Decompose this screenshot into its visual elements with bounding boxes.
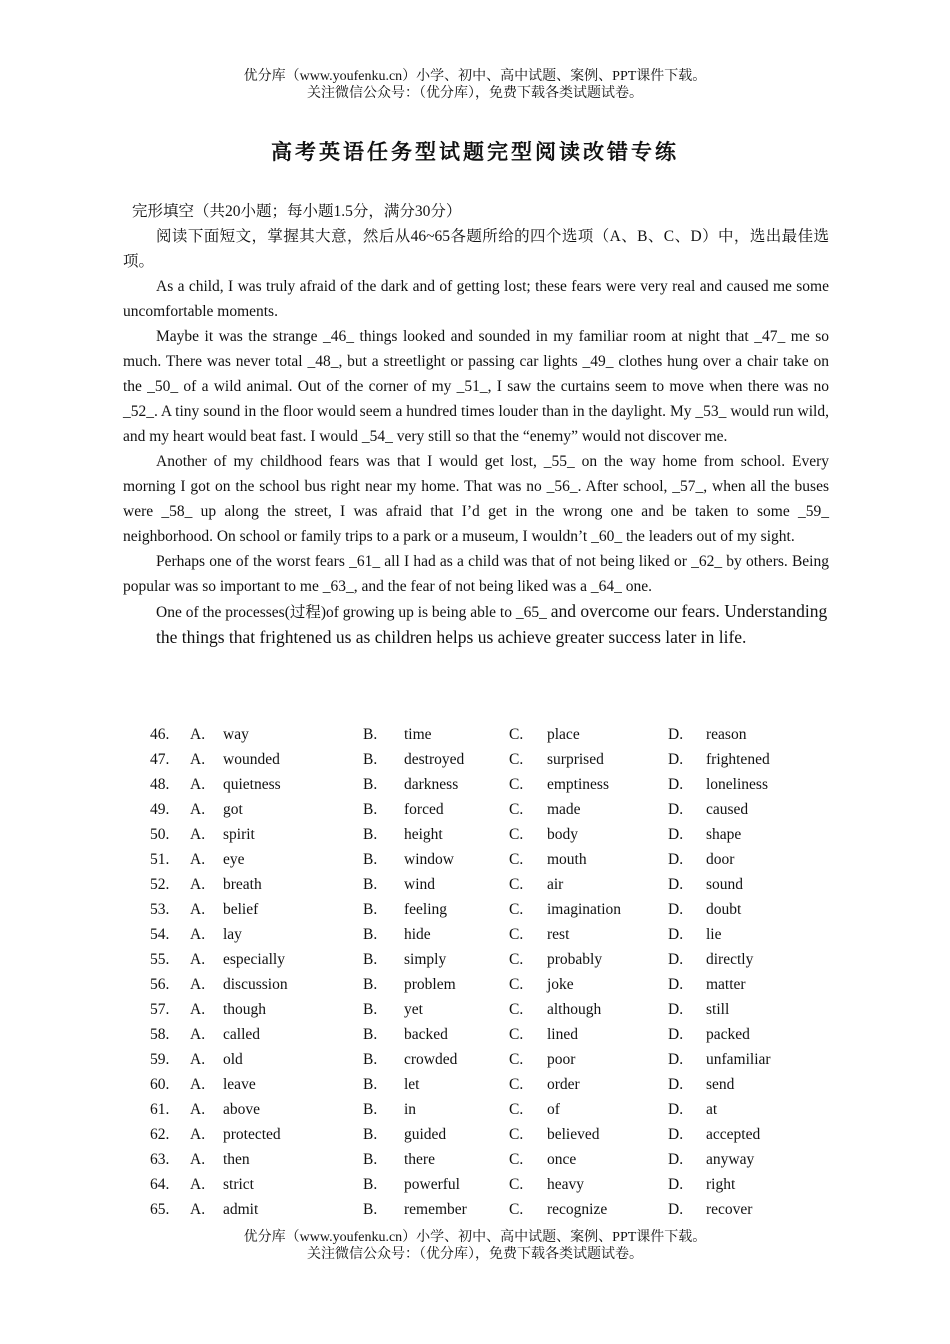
option-c: surprised (547, 751, 604, 768)
option-letter-c: C. (509, 726, 524, 743)
option-letter-b: B. (363, 926, 378, 943)
option-letter-a: A. (190, 976, 206, 993)
option-letter-a: A. (190, 1001, 206, 1018)
option-b: wind (404, 876, 435, 893)
option-letter-d: D. (668, 1151, 684, 1168)
option-letter-c: C. (509, 951, 524, 968)
option-row (0, 797, 950, 822)
option-a: belief (223, 901, 259, 918)
option-letter-b: B. (363, 1076, 378, 1093)
option-a: discussion (223, 976, 288, 993)
paragraph-5-part-2: and overcome our fears. Understanding the things that frightened us as children helps us achieve greater success later in life. (156, 601, 828, 647)
paragraph-3: Another of my childhood fears was that I would get lost, _55_ on the way home from school. Every morning I got on the school bus right near my home. That was no _56_. After school, _57_, when all the buses were _58_ up along the street, I was afraid that I’d get in the wrong one and be taken to some _59_ neighborhood. On school or family trips to a park or a museum, I wouldn’t _60_ the leaders out of my sight. (123, 453, 829, 545)
option-letter-c: C. (509, 976, 524, 993)
question-number: 59. (150, 1051, 170, 1068)
option-a: way (223, 726, 249, 743)
option-d: shape (706, 826, 742, 843)
option-row (0, 1047, 950, 1072)
option-b: in (404, 1101, 417, 1118)
question-number: 49. (150, 801, 170, 818)
option-letter-b: B. (363, 876, 378, 893)
option-letter-b: B. (363, 901, 378, 918)
option-letter-b: B. (363, 1101, 378, 1118)
option-b: forced (404, 801, 444, 818)
option-row (0, 1122, 950, 1147)
option-letter-c: C. (509, 876, 524, 893)
option-letter-b: B. (363, 751, 378, 768)
option-d: caused (706, 801, 749, 818)
question-number: 60. (150, 1076, 170, 1093)
option-row (0, 947, 950, 972)
option-c: joke (547, 976, 574, 993)
option-row (0, 922, 950, 947)
option-letter-a: A. (190, 1151, 206, 1168)
option-d: loneliness (706, 776, 768, 793)
question-number: 48. (150, 776, 170, 793)
option-a: above (223, 1101, 261, 1118)
option-letter-d: D. (668, 876, 684, 893)
option-letter-a: A. (190, 926, 206, 943)
option-b: yet (404, 1001, 423, 1018)
option-letter-d: D. (668, 851, 684, 868)
option-letter-a: A. (190, 851, 206, 868)
option-c: rest (547, 926, 570, 943)
option-letter-b: B. (363, 1151, 378, 1168)
page-footer (0, 1229, 950, 1263)
paragraph-4: Perhaps one of the worst fears _61_ all I had as a child was that of not being liked or _62_ by others. Being popular was so important to me _63_, and the fear of not being liked was a _64_ one. (123, 553, 829, 595)
option-letter-a: A. (190, 876, 206, 893)
option-c: once (547, 1151, 577, 1168)
question-number: 56. (150, 976, 170, 993)
option-letter-a: A. (190, 1201, 206, 1218)
option-a: especially (223, 951, 285, 968)
option-d: reason (706, 726, 747, 743)
option-a: spirit (223, 826, 255, 843)
question-number: 58. (150, 1026, 170, 1043)
option-b: simply (404, 951, 447, 968)
option-c: of (547, 1101, 560, 1118)
option-c: order (547, 1076, 580, 1093)
option-letter-b: B. (363, 1001, 378, 1018)
option-a: called (223, 1026, 261, 1043)
option-letter-c: C. (509, 1026, 524, 1043)
option-d: matter (706, 976, 746, 993)
option-letter-d: D. (668, 926, 684, 943)
question-number: 65. (150, 1201, 170, 1218)
option-letter-d: D. (668, 751, 684, 768)
option-d: sound (706, 876, 744, 893)
question-number: 46. (150, 726, 170, 743)
option-letter-c: C. (509, 1001, 524, 1018)
option-c: mouth (547, 851, 587, 868)
option-d: right (706, 1176, 736, 1193)
option-a: got (223, 801, 243, 818)
question-number: 54. (150, 926, 170, 943)
option-b: hide (404, 926, 431, 943)
option-letter-d: D. (668, 1026, 684, 1043)
option-a: then (223, 1151, 250, 1168)
footer-line-1: 优分库（www.youfenku.cn）小学、初中、高中试题、案例、PPT课件下载。 (243, 1230, 707, 1245)
option-d: doubt (706, 901, 742, 918)
option-a: though (223, 1001, 267, 1018)
option-row (0, 772, 950, 797)
passage (123, 199, 829, 650)
option-letter-c: C. (509, 901, 524, 918)
option-a: lay (223, 926, 242, 943)
option-letter-d: D. (668, 801, 684, 818)
option-a: quietness (223, 776, 281, 793)
option-letter-c: C. (509, 1126, 524, 1143)
option-c: emptiness (547, 776, 609, 793)
option-row (0, 1172, 950, 1197)
option-a: breath (223, 876, 262, 893)
option-b: let (404, 1076, 420, 1093)
option-a: wounded (223, 751, 280, 768)
option-b: destroyed (404, 751, 465, 768)
option-row (0, 1097, 950, 1122)
option-row (0, 1022, 950, 1047)
question-number: 62. (150, 1126, 170, 1143)
option-a: strict (223, 1176, 254, 1193)
instruction: 阅读下面短文，掌握其大意，然后从46~65各题所给的四个选项（A、B、C、D）中，选出最佳选项。 (123, 228, 829, 270)
option-d: unfamiliar (706, 1051, 771, 1068)
option-letter-d: D. (668, 1076, 684, 1093)
option-c: made (547, 801, 581, 818)
header-line-1: 优分库（www.youfenku.cn）小学、初中、高中试题、案例、PPT课件下载。 (243, 69, 707, 84)
option-b: height (404, 826, 443, 843)
question-number: 47. (150, 751, 170, 768)
option-b: remember (404, 1201, 467, 1218)
option-letter-b: B. (363, 1026, 378, 1043)
option-letter-a: A. (190, 1176, 206, 1193)
question-number: 51. (150, 851, 170, 868)
option-b: powerful (404, 1176, 460, 1193)
option-letter-c: C. (509, 751, 524, 768)
option-row (0, 1197, 950, 1222)
option-letter-c: C. (509, 1101, 524, 1118)
question-number: 57. (150, 1001, 170, 1018)
option-b: there (404, 1151, 435, 1168)
option-row (0, 997, 950, 1022)
option-letter-c: C. (509, 1151, 524, 1168)
option-letter-a: A. (190, 826, 206, 843)
question-number: 53. (150, 901, 170, 918)
option-c: recognize (547, 1201, 608, 1218)
option-row (0, 747, 950, 772)
option-row (0, 872, 950, 897)
option-a: eye (223, 851, 245, 868)
option-d: anyway (706, 1151, 755, 1168)
option-letter-b: B. (363, 976, 378, 993)
option-letter-c: C. (509, 851, 524, 868)
option-letter-a: A. (190, 1076, 206, 1093)
section-heading: 完形填空（共20小题；每小题1.5分，满分30分） (132, 203, 462, 220)
question-number: 63. (150, 1151, 170, 1168)
option-d: frightened (706, 751, 770, 768)
option-b: problem (404, 976, 456, 993)
option-letter-a: A. (190, 751, 206, 768)
option-letter-a: A. (190, 1026, 206, 1043)
option-d: at (706, 1101, 718, 1118)
option-b: window (404, 851, 454, 868)
option-b: darkness (404, 776, 459, 793)
option-c: although (547, 1001, 602, 1018)
option-d: recover (706, 1201, 753, 1218)
option-letter-a: A. (190, 726, 206, 743)
option-letter-d: D. (668, 776, 684, 793)
option-d: still (706, 1001, 730, 1018)
question-number: 52. (150, 876, 170, 893)
question-number: 64. (150, 1176, 170, 1193)
page-header (0, 68, 950, 102)
option-d: lie (706, 926, 722, 943)
option-a: old (223, 1051, 243, 1068)
option-letter-b: B. (363, 1051, 378, 1068)
option-c: poor (547, 1051, 576, 1068)
footer-line-2: 关注微信公众号：（优分库），免费下载各类试题试卷。 (307, 1247, 643, 1262)
option-b: guided (404, 1126, 447, 1143)
paragraph-1: As a child, I was truly afraid of the dark and of getting lost; these fears were very real and caused me some uncomfortable moments. (123, 278, 829, 320)
option-letter-d: D. (668, 726, 684, 743)
option-c: believed (547, 1126, 600, 1143)
paragraph-2: Maybe it was the strange _46_ things looked and sounded in my familiar room at night that _47_ me so much. There was never total _48_, but a streetlight or passing car lights _49_ clothes hung over a chair take on the _50_ of a wild animal. Out of the corner of my _51_, I saw the curtains seem to move when there was no _52_. A tiny sound in the floor would seem a hundred times louder than in the daylight. My _53_ would run wild, and my heart would beat fast. I would _54_ very still so that the “enemy” would not discover me. (123, 328, 829, 445)
option-letter-a: A. (190, 1126, 206, 1143)
option-row (0, 1147, 950, 1172)
option-row (0, 822, 950, 847)
option-a: admit (223, 1201, 259, 1218)
header-line-2: 关注微信公众号：（优分库），免费下载各类试题试卷。 (307, 86, 643, 101)
question-number: 61. (150, 1101, 170, 1118)
option-d: door (706, 851, 735, 868)
option-letter-c: C. (509, 926, 524, 943)
option-a: protected (223, 1126, 281, 1143)
option-c: air (547, 876, 564, 893)
option-letter-c: C. (509, 1176, 524, 1193)
option-d: packed (706, 1026, 750, 1043)
option-letter-b: B. (363, 776, 378, 793)
option-row (0, 722, 950, 747)
option-letter-a: A. (190, 1051, 206, 1068)
option-letter-a: A. (190, 776, 206, 793)
option-letter-b: B. (363, 826, 378, 843)
question-number: 55. (150, 951, 170, 968)
option-letter-d: D. (668, 826, 684, 843)
option-c: lined (547, 1026, 578, 1043)
paragraph-5 (123, 599, 829, 650)
option-row (0, 1072, 950, 1097)
page-title: 高考英语任务型试题完型阅读改错专练 (271, 139, 679, 164)
option-d: send (706, 1076, 735, 1093)
option-letter-c: C. (509, 826, 524, 843)
option-letter-d: D. (668, 1176, 684, 1193)
option-letter-a: A. (190, 951, 206, 968)
option-c: probably (547, 951, 603, 968)
question-number: 50. (150, 826, 170, 843)
option-row (0, 897, 950, 922)
option-letter-b: B. (363, 726, 378, 743)
option-letter-b: B. (363, 1201, 378, 1218)
option-letter-d: D. (668, 976, 684, 993)
option-c: place (547, 726, 580, 743)
option-letter-c: C. (509, 1076, 524, 1093)
option-row (0, 972, 950, 997)
option-d: directly (706, 951, 754, 968)
option-letter-d: D. (668, 951, 684, 968)
option-letter-d: D. (668, 1001, 684, 1018)
option-letter-a: A. (190, 901, 206, 918)
option-letter-b: B. (363, 801, 378, 818)
option-letter-b: B. (363, 1126, 378, 1143)
option-letter-b: B. (363, 951, 378, 968)
option-letter-d: D. (668, 1051, 684, 1068)
option-b: crowded (404, 1051, 458, 1068)
option-letter-b: B. (363, 1176, 378, 1193)
option-letter-d: D. (668, 901, 684, 918)
option-letter-d: D. (668, 1126, 684, 1143)
option-a: leave (223, 1076, 256, 1093)
option-d: accepted (706, 1126, 761, 1143)
option-c: body (547, 826, 578, 843)
option-b: backed (404, 1026, 448, 1043)
option-c: heavy (547, 1176, 585, 1193)
option-letter-d: D. (668, 1201, 684, 1218)
option-letter-c: C. (509, 776, 524, 793)
option-b: feeling (404, 901, 448, 918)
option-letter-d: D. (668, 1101, 684, 1118)
option-letter-c: C. (509, 1051, 524, 1068)
paragraph-5-part-1: One of the processes(过程)of growing up is being able to _65_ (156, 604, 551, 621)
option-letter-b: B. (363, 851, 378, 868)
option-letter-c: C. (509, 1201, 524, 1218)
option-row (0, 847, 950, 872)
option-b: time (404, 726, 432, 743)
option-letter-c: C. (509, 801, 524, 818)
option-letter-a: A. (190, 801, 206, 818)
option-c: imagination (547, 901, 622, 918)
option-letter-a: A. (190, 1101, 206, 1118)
